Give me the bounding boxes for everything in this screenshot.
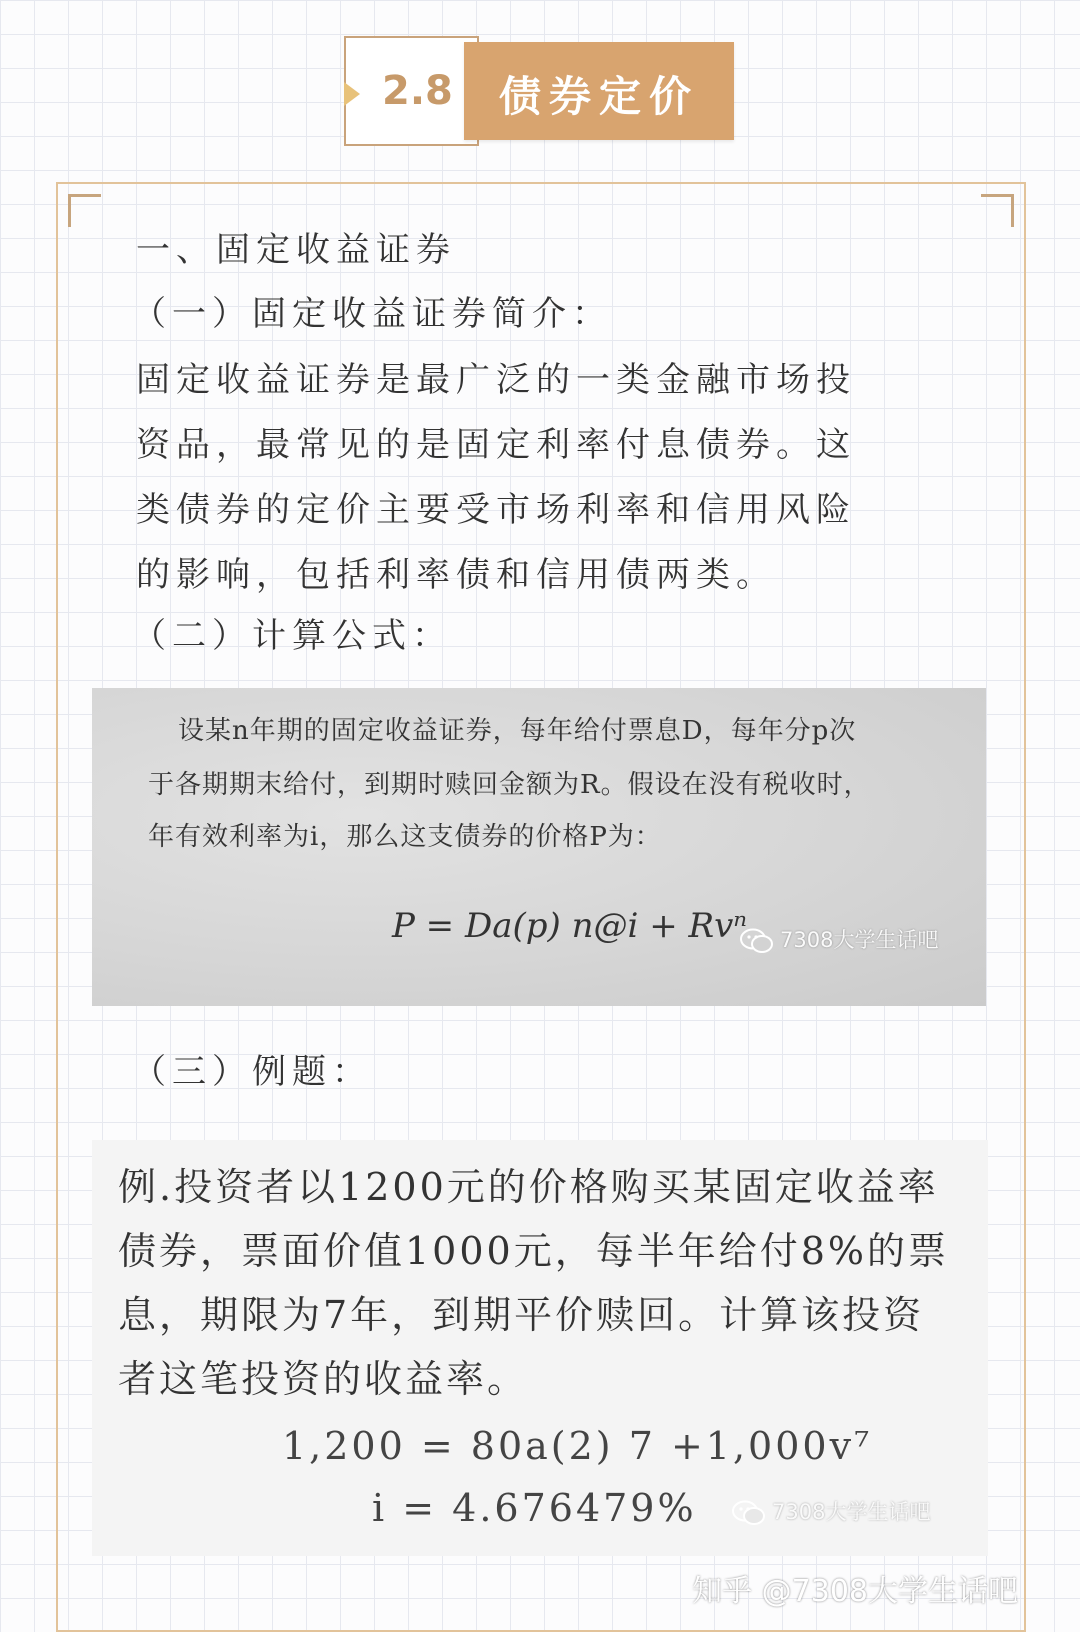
play-arrow-icon: [344, 82, 360, 106]
formula-text-line: 于各期期末给付，到期时赎回金额为R。假设在没有税收时，: [148, 770, 871, 800]
subheading-formula: （二）计算公式：: [132, 616, 452, 656]
bond-price-formula: P = Da(p) n@i + Rvⁿ: [392, 906, 748, 946]
corner-decoration: [981, 194, 1014, 227]
corner-decoration: [68, 194, 101, 227]
wechat-icon: [740, 928, 774, 954]
example-image: [92, 1140, 988, 1556]
example-text-line: 息，期限为7年，到期平价赎回。计算该投资: [118, 1293, 925, 1337]
wechat-watermark: [740, 924, 938, 954]
subheading-intro: （一）固定收益证券简介：: [132, 294, 612, 334]
wechat-watermark-text: 7308大学生话吧: [772, 1500, 931, 1524]
intro-line: 固定收益证券是最广泛的一类金融市场投: [136, 360, 856, 400]
example-equation: 1,200 = 80a(2) 7 +1,000v⁷: [282, 1424, 873, 1468]
example-text-line: 者这笔投资的收益率。: [118, 1357, 529, 1401]
section-number: 2.8: [382, 68, 453, 114]
wechat-watermark: [732, 1496, 930, 1526]
intro-line: 资品，最常见的是固定利率付息债券。这: [136, 425, 856, 465]
wechat-icon: [732, 1500, 766, 1526]
example-result: i = 4.676479%: [372, 1486, 697, 1530]
zhihu-watermark: 知乎 @7308大学生话吧: [692, 1574, 1018, 1609]
example-text-line: 例.投资者以1200元的价格购买某固定收益率: [118, 1165, 939, 1209]
heading-fixed-income: 一、固定收益证券: [136, 230, 456, 270]
formula-text-line: 设某n年期的固定收益证券，每年给付票息D，每年分p次: [178, 716, 857, 746]
intro-line: 的影响，包括利率债和信用债两类。: [136, 555, 776, 595]
section-number-box: [344, 36, 479, 146]
intro-paragraph: [136, 355, 916, 615]
section-title: 债券定价: [498, 72, 699, 121]
section-title-box: [464, 42, 734, 140]
intro-line: 类债券的定价主要受市场利率和信用风险: [136, 490, 856, 530]
formula-text-line: 年有效利率为i，那么这支债券的价格P为：: [148, 822, 662, 852]
wechat-watermark-text: 7308大学生话吧: [780, 928, 939, 952]
subheading-example: （三）例题：: [132, 1052, 372, 1092]
formula-image: [92, 688, 986, 1006]
section-header: [344, 36, 744, 146]
example-text-line: 债券，票面价值1000元，每半年给付8%的票: [118, 1229, 949, 1273]
